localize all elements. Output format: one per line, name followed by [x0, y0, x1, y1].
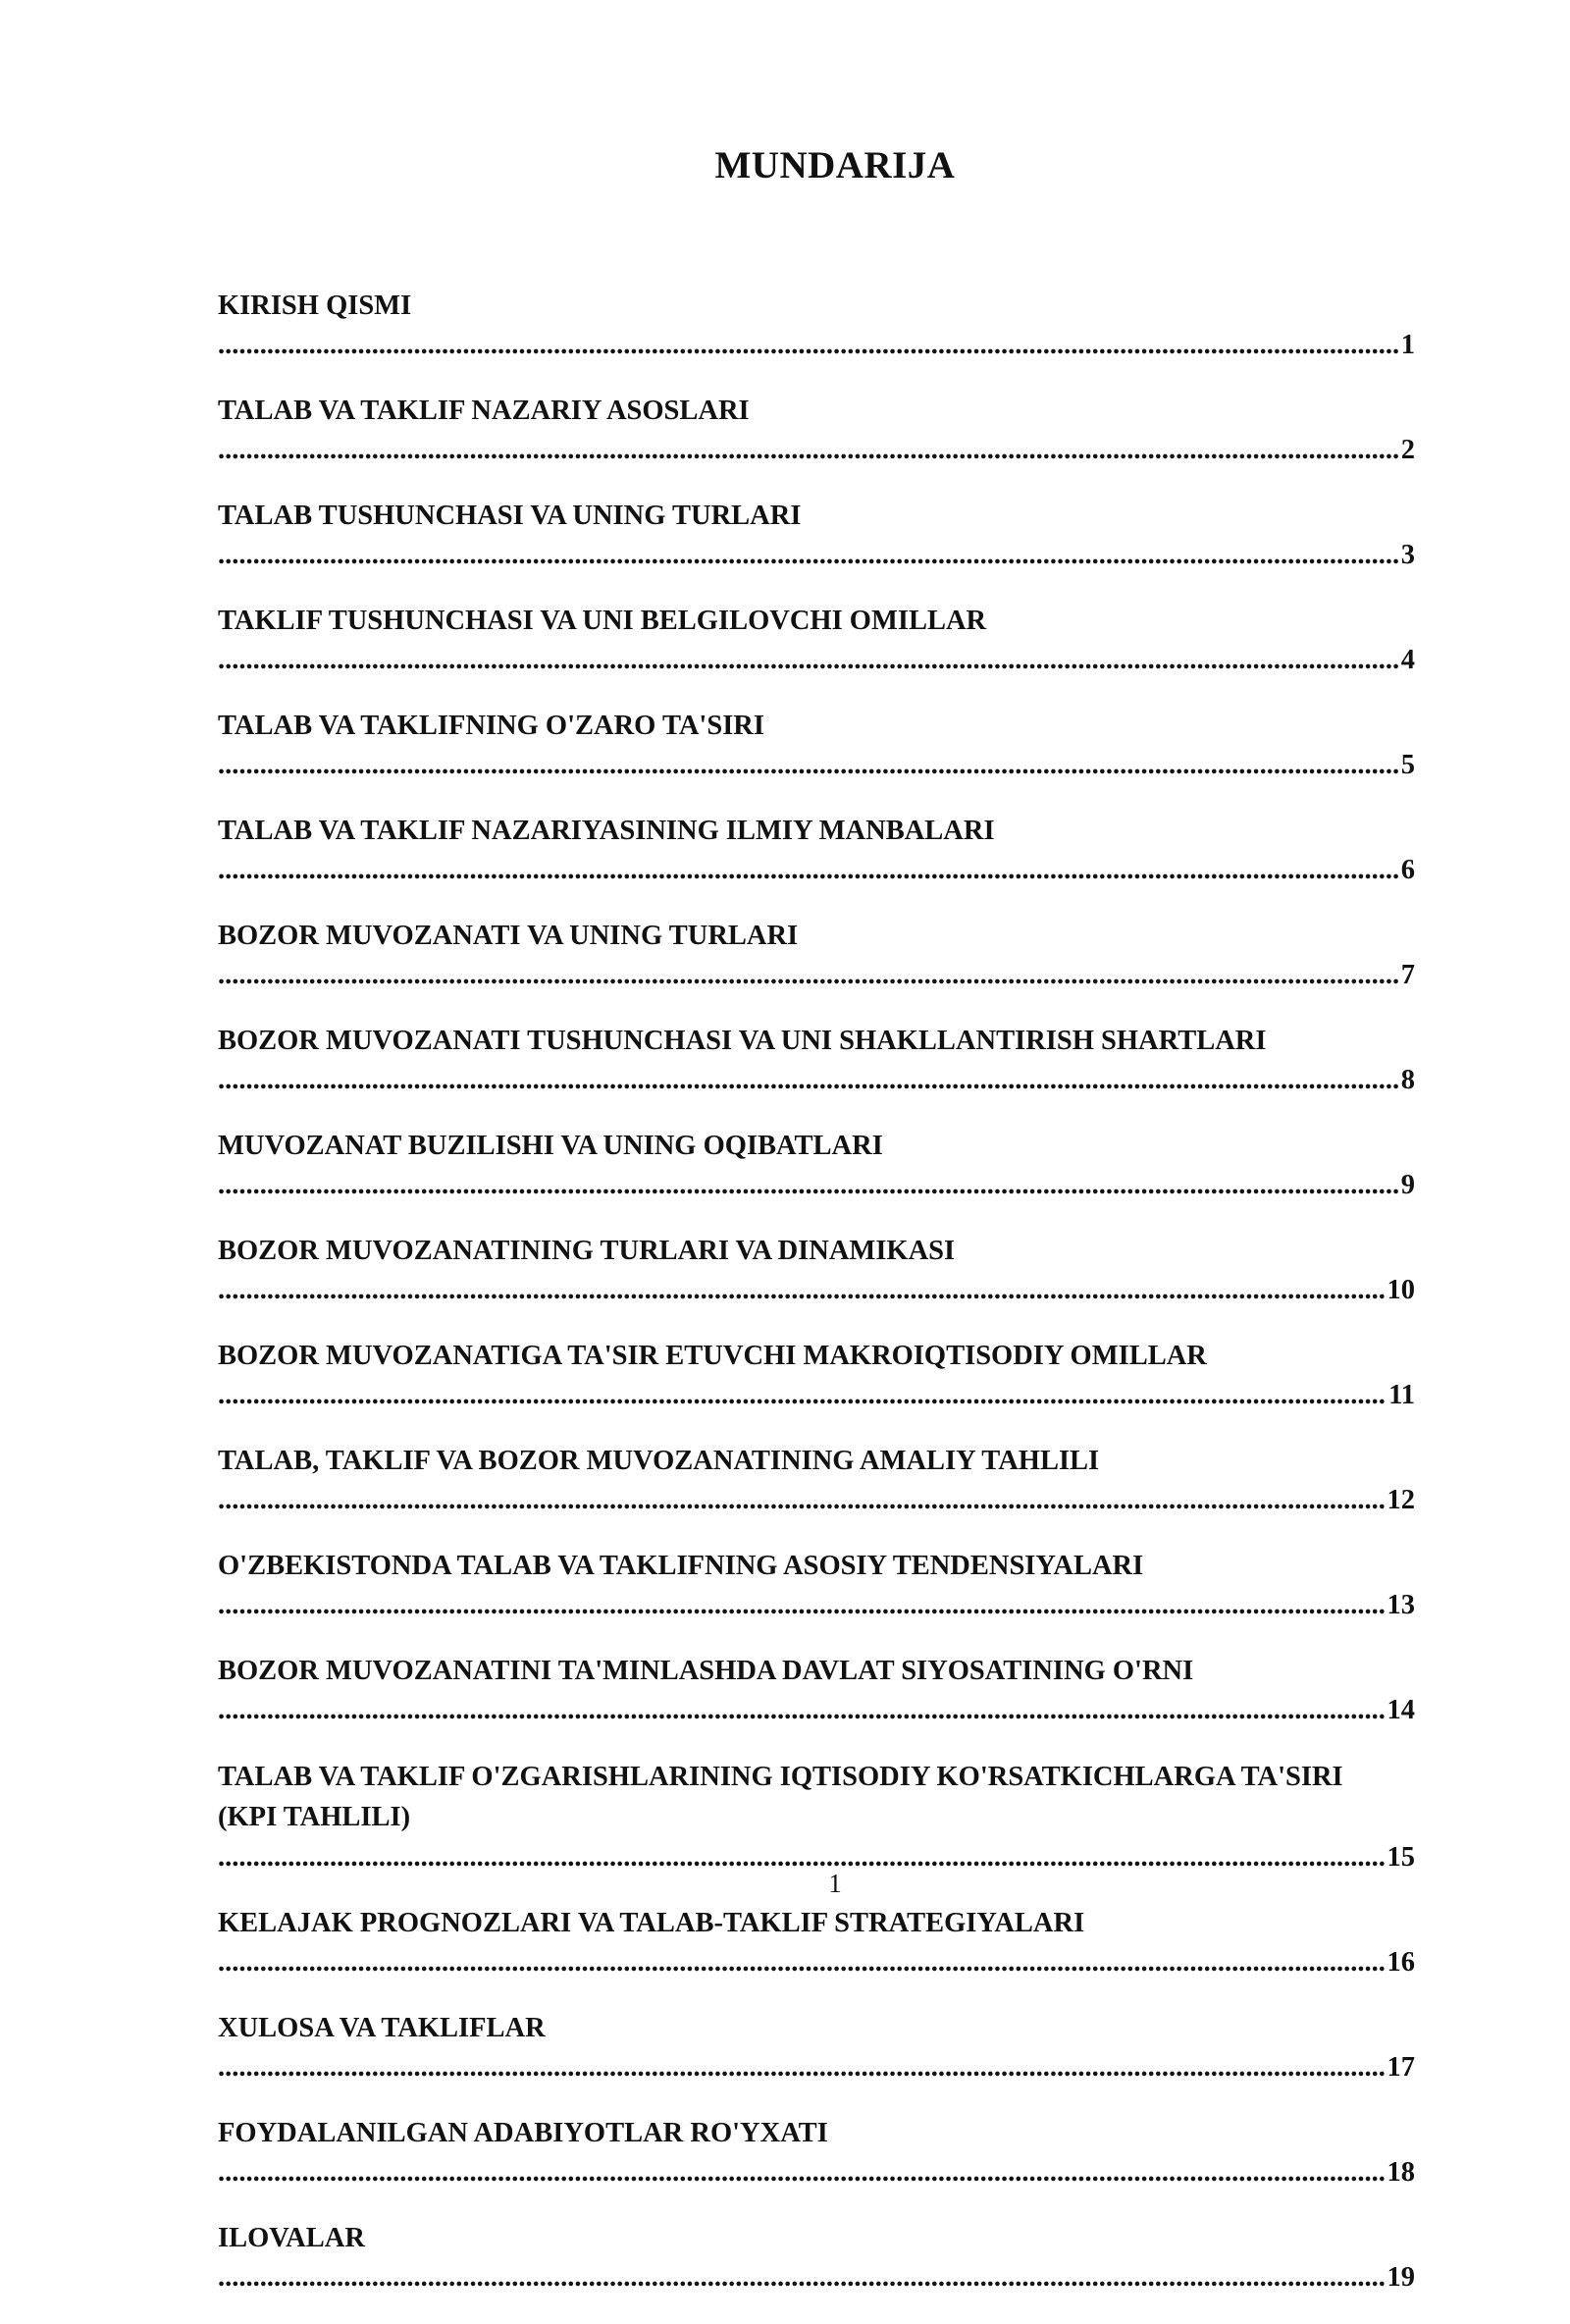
toc-entry-label-wrap	[218, 497, 1399, 575]
toc-entry-label: KIRISH QISMI	[218, 290, 412, 321]
toc-entry-muvozanat-buzilishi[interactable]	[218, 1127, 1415, 1205]
toc-entry-label-wrap	[218, 392, 1399, 470]
toc-entry-label: BOZOR MUVOZANATI VA UNING TURLARI	[218, 921, 799, 951]
table-of-contents	[218, 287, 1415, 2324]
toc-entry-kelajak-prognozlari[interactable]	[218, 1904, 1415, 1982]
toc-entry-xulosa[interactable]	[218, 2009, 1415, 2087]
toc-entry-label-wrap	[218, 1757, 1386, 1877]
toc-entry-kpi-tahlili[interactable]	[218, 1757, 1415, 1877]
toc-entry-label: BOZOR MUVOZANATINI TA'MINLASHDA DAVLAT SIYOSATINING O'RNI	[218, 1656, 1194, 1686]
toc-entry-label-wrap	[218, 1547, 1386, 1625]
toc-entry-label-wrap	[218, 1652, 1386, 1730]
toc-entry-page: 7	[1400, 960, 1415, 990]
toc-entry-label-wrap	[218, 2219, 1386, 2298]
toc-entry-taklif-tushunchasi[interactable]	[218, 602, 1415, 680]
toc-entry-page: 17	[1387, 2052, 1415, 2083]
toc-entry-label: KELAJAK PROGNOZLARI VA TALAB-TAKLIF STRATEGIYALARI	[218, 1908, 1085, 1938]
toc-entry-kirish-qismi[interactable]	[218, 287, 1415, 365]
toc-entry-page: 13	[1387, 1590, 1415, 1620]
toc-entry-label: FOYDALANILGAN ADABIYOTLAR RO'YXATI	[218, 2118, 828, 2148]
toc-entry-label-wrap	[218, 2114, 1386, 2192]
toc-entry-label-wrap	[218, 1337, 1387, 1415]
toc-entry-label: BOZOR MUVOZANATINING TURLARI VA DINAMIKASI	[218, 1236, 956, 1266]
toc-entry-page: 9	[1400, 1170, 1415, 1200]
toc-entry-label: TALAB VA TAKLIF O'ZGARISHLARINING IQTISODIY KO'RSATKICHLARGA TA'SIRI (KPI TAHLILI)	[218, 1762, 1343, 1832]
toc-entry-label-wrap	[218, 1127, 1399, 1205]
toc-entry-page: 5	[1400, 750, 1415, 780]
toc-entry-page: 14	[1387, 1695, 1415, 1725]
toc-entry-page: 18	[1387, 2157, 1415, 2188]
toc-entry-label: BOZOR MUVOZANATIGA TA'SIR ETUVCHI MAKROIQTISODIY OMILLAR	[218, 1341, 1207, 1371]
toc-entry-amaliy-tahlili[interactable]	[218, 1442, 1415, 1520]
toc-entry-bozor-muvozanati-turlari[interactable]	[218, 917, 1415, 995]
toc-entry-label: MUVOZANAT BUZILISHI VA UNING OQIBATLARI	[218, 1131, 883, 1161]
toc-entry-davlat-siyosati[interactable]	[218, 1652, 1415, 1730]
toc-entry-label-wrap	[218, 1442, 1386, 1520]
toc-entry-page: 2	[1400, 435, 1415, 465]
toc-entry-page: 16	[1387, 1947, 1415, 1978]
toc-entry-page: 11	[1388, 1380, 1415, 1410]
toc-entry-page: 1	[1400, 330, 1415, 360]
toc-entry-ilmiy-manbalari[interactable]	[218, 812, 1415, 890]
toc-entry-label-wrap	[218, 1022, 1399, 1100]
toc-entry-label: TAKLIF TUSHUNCHASI VA UNI BELGILOVCHI OMILLAR	[218, 606, 987, 636]
toc-entry-label: BOZOR MUVOZANATI TUSHUNCHASI VA UNI SHAKLLANTIRISH SHARTLARI	[218, 1026, 1267, 1056]
toc-entry-adabiyotlar[interactable]	[218, 2114, 1415, 2192]
toc-entry-label-wrap	[218, 707, 1399, 785]
toc-entry-shakllantirish-shartlari[interactable]	[218, 1022, 1415, 1100]
toc-entry-ozaro-tasiri[interactable]	[218, 707, 1415, 785]
toc-entry-page: 12	[1387, 1485, 1415, 1515]
toc-entry-label-wrap	[218, 812, 1399, 890]
toc-entry-page: 10	[1387, 1275, 1415, 1305]
toc-entry-page: 3	[1400, 540, 1415, 570]
toc-entry-label-wrap	[218, 2009, 1386, 2087]
toc-entry-label-wrap	[218, 1232, 1386, 1310]
toc-entry-label: TALAB VA TAKLIF NAZARIYASINING ILMIY MANBALARI	[218, 816, 995, 846]
toc-entry-label-wrap	[218, 917, 1399, 995]
toc-entry-label: XULOSA VA TAKLIFLAR	[218, 2013, 546, 2043]
toc-entry-asosiy-tendensiyalari[interactable]	[218, 1547, 1415, 1625]
toc-entry-label: O'ZBEKISTONDA TALAB VA TAKLIFNING ASOSIY TENDENSIYALARI	[218, 1551, 1144, 1581]
toc-entry-nazariy-asoslari[interactable]	[218, 392, 1415, 470]
toc-entry-page: 6	[1400, 855, 1415, 885]
toc-entry-turlari-dinamikasi[interactable]	[218, 1232, 1415, 1310]
toc-entry-label-wrap	[218, 1904, 1386, 1982]
toc-entry-label: TALAB, TAKLIF VA BOZOR MUVOZANATINING AMALIY TAHLILI	[218, 1446, 1100, 1476]
toc-entry-label: TALAB VA TAKLIF NAZARIY ASOSLARI	[218, 396, 750, 426]
toc-entry-ilovalar[interactable]	[218, 2219, 1415, 2298]
toc-entry-page: 4	[1400, 645, 1415, 675]
page-number: 1	[828, 1869, 842, 1898]
toc-entry-talab-tushunchasi[interactable]	[218, 497, 1415, 575]
toc-entry-label: TALAB TUSHUNCHASI VA UNING TURLARI	[218, 501, 802, 531]
toc-entry-label: ILOVALAR	[218, 2223, 365, 2253]
page-title: MUNDARIJA	[714, 144, 956, 186]
toc-entry-page: 8	[1400, 1065, 1415, 1095]
toc-entry-label-wrap	[218, 287, 1399, 365]
toc-entry-label-wrap	[218, 602, 1399, 680]
toc-entry-makroiqtisodiy-omillar[interactable]	[218, 1337, 1415, 1415]
toc-entry-page: 15	[1387, 1842, 1415, 1873]
toc-entry-label: TALAB VA TAKLIFNING O'ZARO TA'SIRI	[218, 711, 764, 741]
toc-entry-page: 19	[1387, 2262, 1415, 2293]
